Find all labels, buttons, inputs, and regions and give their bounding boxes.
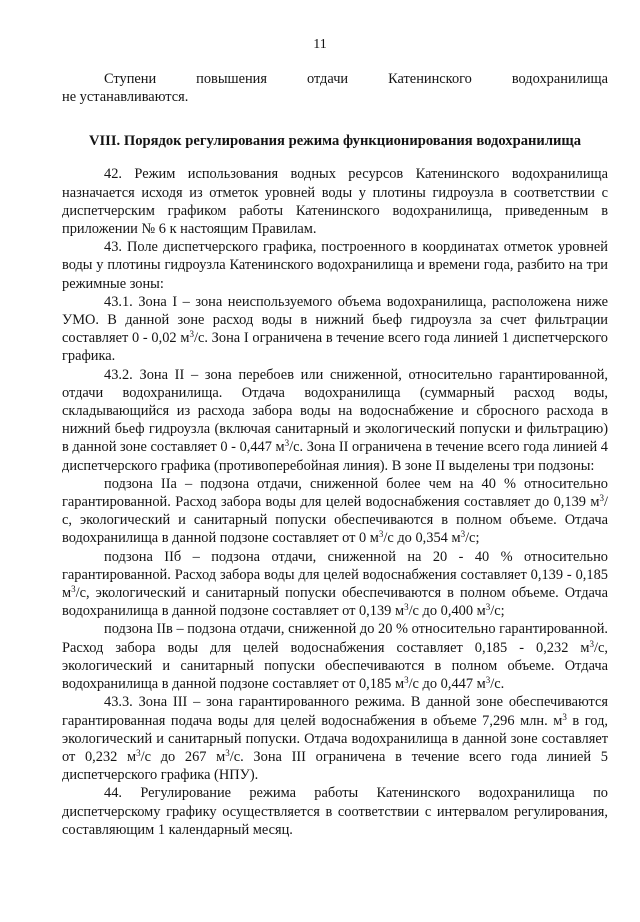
iia-text-3: /с до 0,354 м: [383, 530, 461, 547]
paragraph-44: 44. Регулирование режима работы Катенинского водохранилища по диспетчерскому графику осуществляется в соответствии с интервалом регулирования, составляющим 1 календарный месяц.: [62, 785, 608, 838]
iiv-text-1: подзона IIв – подзона отдачи, сниженной до 20 % относительно гарантированной. Расход забора воды для целей водоснабжения составляет 0,185 - 0,232 м: [62, 621, 608, 656]
iib-text-4: /с;: [490, 603, 505, 620]
p433-text-1: 43.3. Зона III – зона гарантированного режима. В данной зоне обеспечиваются гарантированная подача воды для целей водоснабжения в объеме 7,296 млн. м: [62, 694, 608, 729]
superscript-3: 3: [404, 602, 409, 613]
p431-text-b: /с. Зона I ограничена в течение всего года линией 1 диспетчерского графика.: [62, 330, 608, 365]
superscript-3: 3: [589, 638, 595, 649]
p433-text-3: /с до 267 м: [140, 748, 226, 765]
iib-text-2: /с, экологический и санитарный попуски обеспечиваются в полном объеме. Отдача водохранилища в данной подзоне составляет от 0,139 м: [62, 585, 608, 620]
superscript-3: 3: [562, 711, 567, 722]
superscript-3: 3: [599, 493, 604, 504]
intro-line-2: не устанавливаются.: [62, 89, 189, 106]
paragraph-43-2: [62, 366, 608, 475]
iib-text-3: /с до 0,400 м: [408, 603, 486, 620]
subzone-iib: [62, 548, 608, 621]
page-number: 11: [313, 37, 327, 52]
subzone-iia: [62, 475, 608, 548]
superscript-3: 3: [485, 675, 491, 686]
superscript-3: 3: [378, 529, 384, 540]
document-body: [62, 70, 608, 839]
p431-text-a: 43.1. Зона I – зона неиспользуемого объема водохранилища, расположена ниже УМО. В данной зоне расход воды в нижний бьеф гидроузла за счет фильтрации составляет 0 - 0,02 м: [62, 293, 608, 347]
superscript-3: 3: [136, 747, 141, 758]
p433-text-2: в год, экологический и санитарный попуски. Отдача водохранилища в данной зоне составляет от 0,232 м: [62, 712, 608, 765]
iia-text-2: /с, экологический и санитарный попуски обеспечиваются в полном объеме. Отдача водохранилища в данной подзоне составляет от 0 м: [62, 494, 608, 547]
iiv-text-3: /с до 0,447 м: [408, 676, 486, 693]
paragraph-43-1: [62, 293, 608, 366]
section-title: VIII. Порядок регулирования режима функционирования водохранилища: [88, 133, 582, 150]
iia-text-1: подзона IIа – подзона отдачи, сниженной более чем на 40 % относительно гарантированной. Расход забора воды для целей водоснабжения составляет до 0,139 м: [62, 475, 608, 511]
iia-text-4: /с;: [465, 530, 480, 547]
paragraph-43-3: [62, 693, 608, 784]
superscript-3: 3: [284, 438, 290, 449]
p432-text-a: 43.2. Зона II – зона перебоев или сниженной, относительно гарантированной, отдачи водохранилища. Отдача водохранилища (суммарный расход воды, складывающийся из расхода забора воды на водоснабжение и сбросного расхода в нижний бьеф гидроузла (включая санитарный и экологический попуски и фильтрацию) в данной зоне составляет 0 - 0,447 м: [62, 366, 608, 456]
superscript-3: 3: [404, 675, 409, 686]
paragraph-43: 43. Поле диспетчерского графика, построенного в координатах отметок уровней воды у плотины гидроузла Катенинского водохранилища и времени года, разбито на три режимные зоны:: [62, 239, 608, 292]
iiv-text-2: /с, экологический и санитарный попуски обеспечиваются в полном объеме. Отдача водохранилища в данной подзоне составляет от 0,185 м: [62, 639, 608, 693]
paragraph-42: 42. Режим использования водных ресурсов Катенинского водохранилища назначается исходя из отметок уровней воды у плотины гидроузла в соответствии с диспетчерским графиком работы Катенинского водохранилища, приведенным в приложении № 6 к настоящим Правилам.: [62, 166, 608, 238]
superscript-3: 3: [460, 529, 466, 540]
superscript-3: 3: [485, 602, 491, 613]
p432-text-b: /с. Зона II ограничена в течение всего года линией 4 диспетчерского графика (противоперебойная линия). В зоне II выделены три подзоны:: [62, 439, 609, 474]
superscript-3: 3: [189, 329, 194, 340]
superscript-3: 3: [71, 584, 76, 595]
p433-text-4: /с. Зона III ограничена в течение всего года линией 5 диспетчерского графика (НПУ).: [62, 748, 609, 784]
intro-line-1: Ступени повышения отдачи Катенинского водохранилища: [104, 71, 608, 87]
iib-text-1: подзона IIб – подзона отдачи, сниженной на 20 - 40 % относительно гарантированной. Расход забора воды для целей водоснабжения составляет 0,139 - 0,185 м: [62, 548, 608, 602]
iiv-text-4: /с.: [490, 676, 505, 693]
superscript-3: 3: [225, 747, 230, 758]
subzone-iiv: [62, 620, 608, 693]
